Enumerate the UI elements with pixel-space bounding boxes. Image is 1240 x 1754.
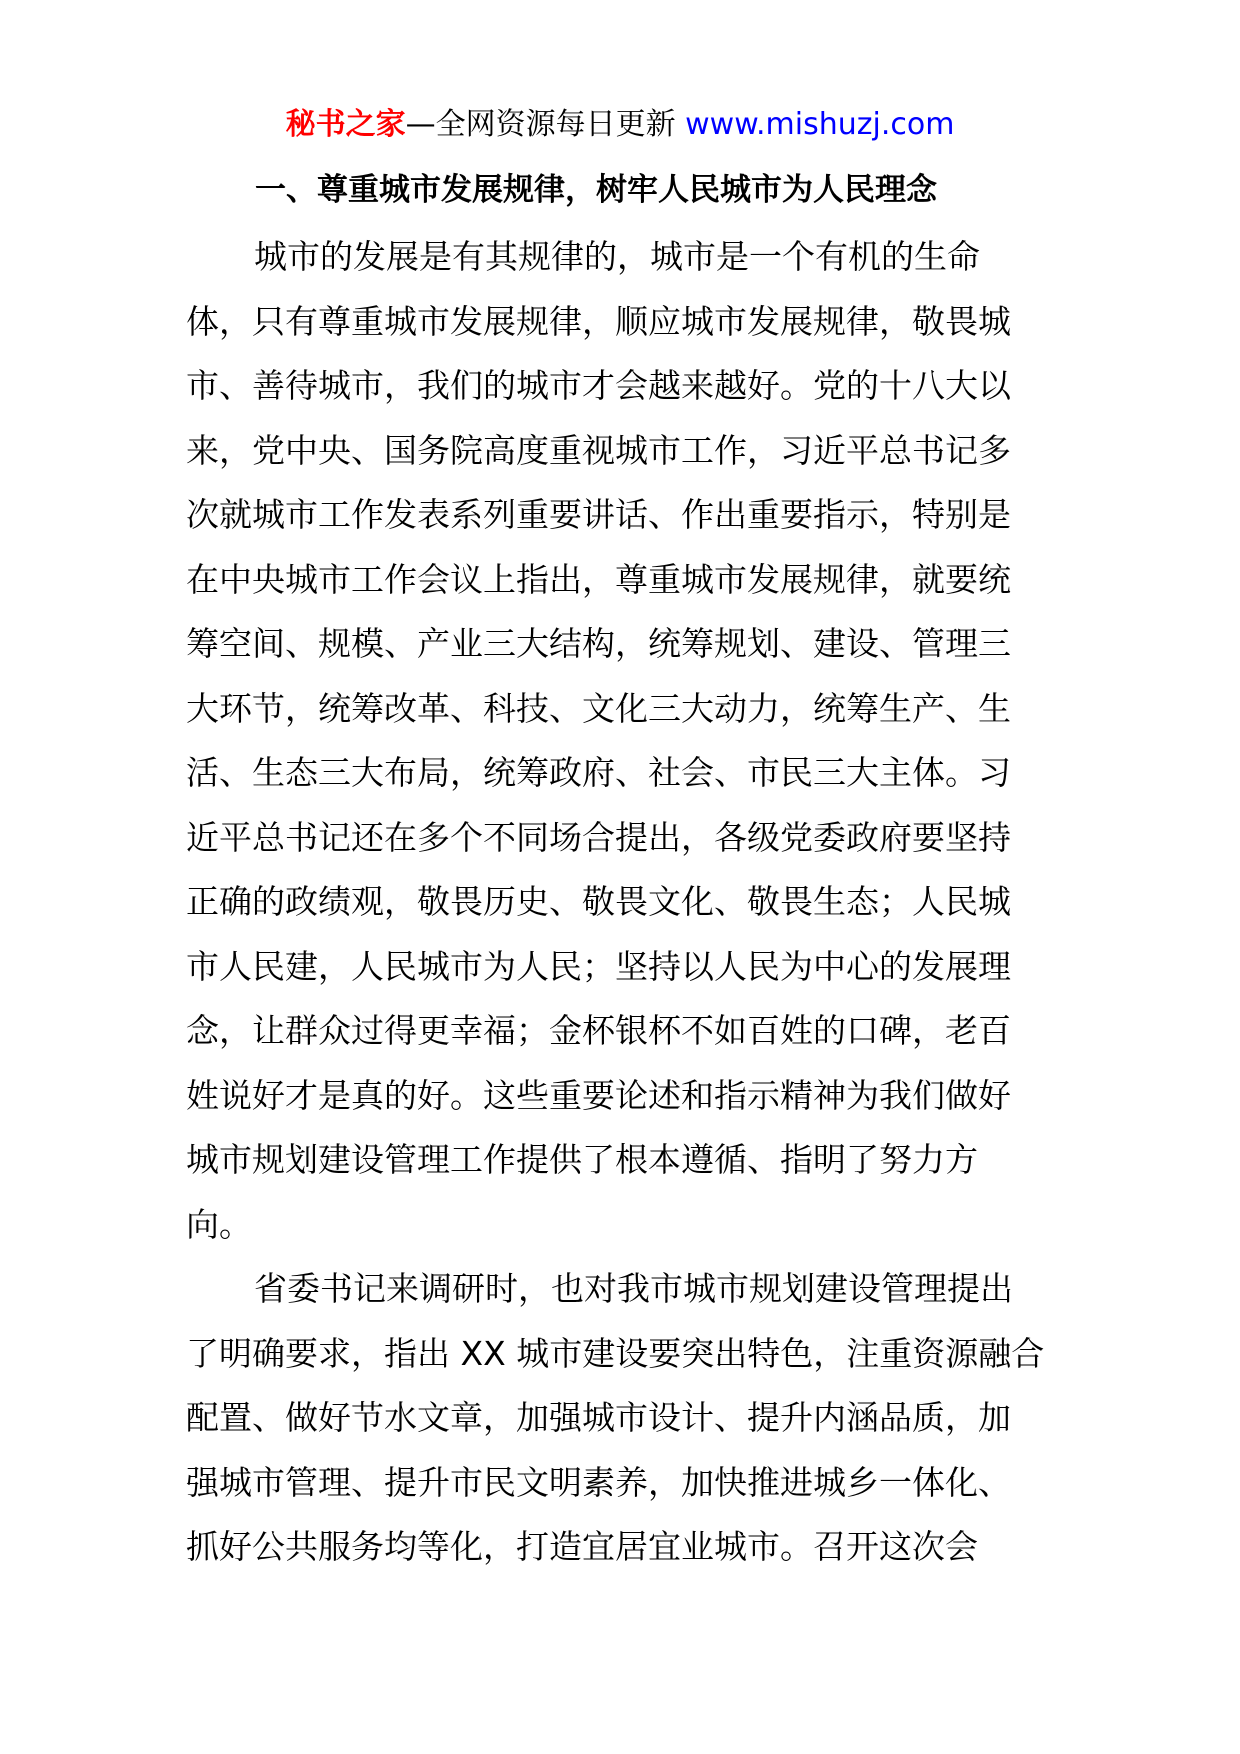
site-url-link[interactable]: www.mishuzj.com: [685, 107, 955, 142]
paragraph-line: 筹空间、规模、产业三大结构，统筹规划、建设、管理三: [186, 624, 1011, 663]
paragraph-line: 体，只有尊重城市发展规律，顺应城市发展规律，敬畏城: [186, 301, 1011, 341]
paragraph-line: 近平总书记还在多个不同场合提出，各级党委政府要坚持: [186, 817, 1011, 857]
paragraph-line: 念，让群众过得更幸福；金杯银杯不如百姓的口碑，老百: [186, 1011, 1011, 1050]
paragraph-line: 市人民建，人民城市为人民；坚持以人民为中心的发展理: [186, 946, 1011, 986]
paragraph-line: 次就城市工作发表系列重要讲话、作出重要指示，特别是: [186, 495, 1011, 534]
paragraph-line: 配置、做好节水文章，加强城市设计、提升内涵品质，加: [186, 1398, 1011, 1437]
paragraph-line: 强城市管理、提升市民文明素养，加快推进城乡一体化、: [186, 1462, 1011, 1502]
paragraph-line: 市、善待城市，我们的城市才会越来越好。党的十八大以: [186, 366, 1011, 405]
paragraph-line: 省委书记来调研时，也对我市城市规划建设管理提出: [254, 1269, 1013, 1308]
paragraph-line: 了明确要求，指出 XX 城市建设要突出特色，注重资源融合: [186, 1333, 1045, 1373]
paragraph-line: 活、生态三大布局，统筹政府、社会、市民三大主体。习: [186, 753, 1011, 792]
section-heading: 一、尊重城市发展规律，树牢人民城市为人民理念: [255, 172, 937, 208]
paragraph-line: 在中央城市工作会议上指出，尊重城市发展规律，就要统: [186, 559, 1011, 599]
paragraph-line: 向。: [186, 1204, 252, 1244]
paragraph-line: 姓说好才是真的好。这些重要论述和指示精神为我们做好: [186, 1075, 1011, 1115]
paragraph-line: 城市的发展是有其规律的，城市是一个有机的生命: [254, 237, 980, 276]
paragraph-line: 正确的政绩观，敬畏历史、敬畏文化、敬畏生态；人民城: [186, 882, 1011, 921]
site-brand: 秘书之家: [285, 107, 406, 142]
paragraph-2: [186, 1257, 1056, 1580]
paragraph-line: 来，党中央、国务院高度重视城市工作，习近平总书记多: [186, 430, 1011, 470]
site-header: [0, 100, 1240, 150]
site-tagline: —全网资源每日更新: [405, 107, 676, 142]
paragraph-line: 抓好公共服务均等化，打造宜居宜业城市。召开这次会: [186, 1527, 978, 1566]
paragraph-1: [186, 225, 1056, 1257]
paragraph-line: 大环节，统筹改革、科技、文化三大动力，统筹生产、生: [186, 688, 1011, 728]
paragraph-line: 城市规划建设管理工作提供了根本遵循、指明了努力方: [186, 1140, 978, 1179]
